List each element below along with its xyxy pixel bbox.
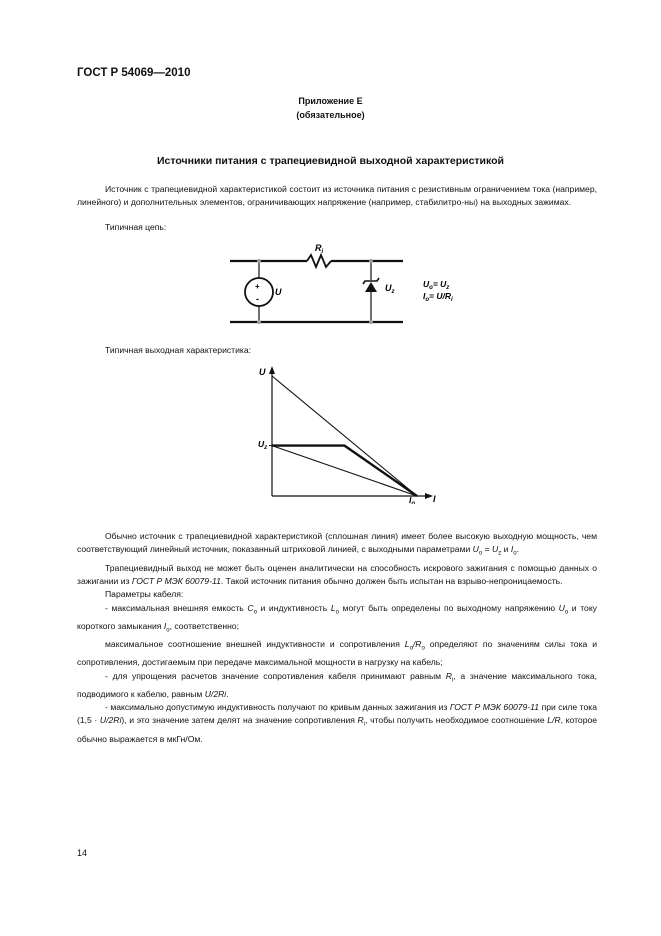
resistor-symbol bbox=[307, 255, 331, 267]
annex-status: (обязательное) bbox=[296, 110, 365, 120]
explanation-block bbox=[77, 530, 597, 746]
svg-text:-: - bbox=[256, 294, 259, 304]
node-dot bbox=[257, 259, 261, 263]
paragraph-power: Обычно источник с трапециевидной характеристикой (сплошная линия) имеет более высокую выходную мощность, чем соответствующий линейный источник, показанный штриховой линией, с выходными параметрами $U_o = U_z$ и $I_o$. bbox=[77, 531, 597, 558]
x-tick-io: $I_o$ bbox=[409, 495, 416, 504]
chart-label: Типичная выходная характеристика: bbox=[105, 345, 252, 355]
paragraph-inductance-ratio: максимальное соотношение внешней индуктивности и сопротивления $L_o/R_o$ определяют по значениям силы тока и сопротивления, достигаемым при передаче максимальной мощности в нагрузку на кабель; bbox=[77, 639, 598, 668]
y-tick-uz: $U_z$ bbox=[258, 439, 268, 451]
equation-io: $I_o= U/R_i$ bbox=[423, 291, 453, 303]
svg-text:Ri: $R_i$ bbox=[315, 243, 324, 255]
paragraph-capacitance: - максимальная внешняя емкость $C_o$ и индуктивность $L_o$ могут быть определены по выходному напряжению $U_o$ и току короткого замыкания $I_o$, соответственно; bbox=[77, 602, 597, 634]
x-axis-label: I bbox=[433, 494, 436, 504]
intro-paragraph bbox=[77, 183, 597, 210]
node-dot bbox=[369, 259, 373, 263]
resistor-label: R bbox=[315, 243, 322, 253]
svg-text:+: + bbox=[255, 282, 260, 291]
y-axis-arrow bbox=[269, 366, 275, 374]
output-characteristic-chart bbox=[255, 362, 440, 504]
circuit-diagram bbox=[225, 236, 475, 330]
paragraph-resistance: - для упрощения расчетов значение сопротивления кабеля принимают равным $R_i$, а значение максимального тока, подводимого к кабелю, равным U/2Ri. bbox=[77, 670, 598, 699]
node-dot bbox=[369, 320, 373, 324]
series-linear-equivalent bbox=[272, 446, 417, 496]
series-linear-source bbox=[272, 376, 417, 496]
document-header: ГОСТ Р 54069—2010 bbox=[77, 67, 191, 79]
paragraph-cable-params: Параметры кабеля: bbox=[105, 589, 184, 600]
equation-uo: $U_o= U_z$ bbox=[423, 279, 450, 291]
page-number: 14 bbox=[77, 848, 88, 858]
standard-reference: ГОСТ Р МЭК 60079-11 bbox=[131, 575, 221, 586]
node-dot bbox=[257, 320, 261, 324]
paragraph-max-inductance: - максимально допустимую индуктивность получают по кривым данных зажигания из ГОСТ Р МЭК 60079-11 при силе тока (1,5 · U/2Ri), и это значение затем делят на значение сопротивления $R_i$, чтобы получить необходимое соотношение L/R, которое обычно выражается в мкГн/Ом. bbox=[77, 702, 598, 744]
y-axis-label: U bbox=[259, 367, 266, 377]
zener-diode-symbol bbox=[365, 282, 377, 292]
zener-label: U bbox=[385, 283, 392, 293]
annex-title: Приложение Е bbox=[298, 96, 363, 106]
intro-text: Источник с трапециевидной характеристикой состоит из источника питания с резистивным ограничением тока (например, линейного) и дополнительных элементов, ограничивающих напряжение (например, стабилитро-ны) на выходных зажимах. bbox=[77, 184, 597, 208]
circuit-label: Типичная цепь: bbox=[105, 222, 167, 232]
svg-text:Uz: $U_z$ bbox=[385, 283, 395, 295]
x-axis-arrow bbox=[425, 493, 433, 499]
standard-reference: ГОСТ Р МЭК 60079-11 bbox=[449, 702, 540, 713]
paragraph-ignition: Трапециевидный выход не может быть оценен аналитически на способность искрового зажигания с помощью данных о зажигании из ГОСТ Р МЭК 60079-11. Такой источник питания обычно должен быть испытан на взрыво-непроницаемость. bbox=[77, 562, 597, 586]
source-label: U bbox=[275, 287, 282, 297]
section-title: Источники питания с трапециевидной выходной характеристикой bbox=[157, 155, 504, 167]
